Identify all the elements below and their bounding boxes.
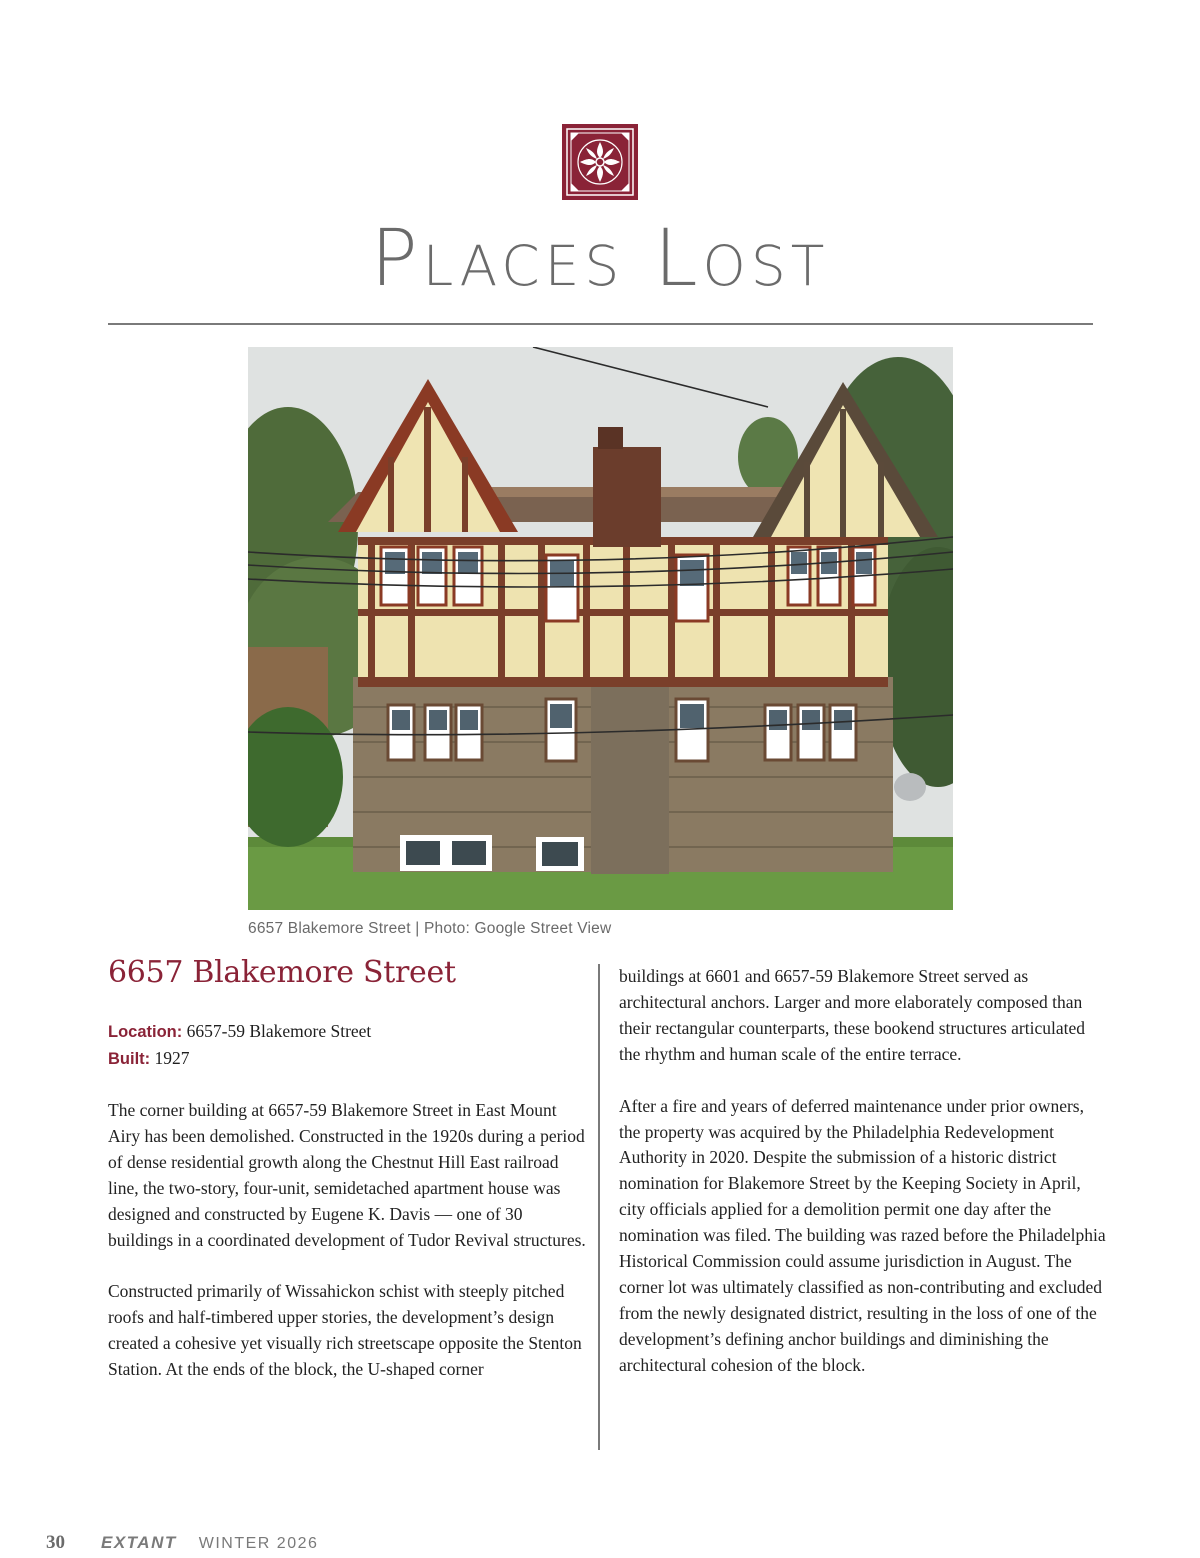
issue-label: WINTER 2026 [198,1535,319,1552]
photo-caption: 6657 Blakemore Street | Photo: Google Street View [248,920,612,937]
body-paragraph: buildings at 6601 and 6657-59 Blakemore Street served as architectural anchors. Larger and more elaborately composed than their rectangular counterparts, these bookend structures articulated the rhythm and human scale of the entire terrace. [619,966,1085,1064]
built-label: Built: [108,1050,151,1068]
column-divider [598,964,600,1450]
location-line [108,1018,586,1045]
article-left-column [108,950,586,1383]
article-headline: 6657 Blakemore Street [108,955,456,990]
article-metadata [108,1018,586,1072]
location-value: 6657-59 Blakemore Street [182,1021,372,1041]
page-footer [46,1532,318,1554]
built-value: 1927 [150,1048,190,1068]
body-paragraph: After a fire and years of deferred maintenance under prior owners, the property was acquired by the Philadelphia Redevelopment Authority in 2020. Despite the submission of a historic district nomination for Blakemore Street by the Keeping Society in April, city officials applied for a demolition permit one day after the nomination was filed. The building was razed before the Philadelphia Historical Commission could assume jurisdiction in August. The corner lot was ultimately classified as non-contributing and excluded from the newly designated district, resulting in the loss of one of the development’s defining anchor buildings and diminishing the architectural cohesion of the block. [619,1095,1106,1375]
body-paragraph: The corner building at 6657-59 Blakemore Street in East Mount Airy has been demolished. Constructed in the 1920s during a period of dense residential growth along the Chestnut Hill East railroad line, the two-story, four-unit, semidetached apartment house was designed and constructed by Eugene K. Davis — one of 30 buildings in a coordinated development of Tudor Revival structures. [108,1100,586,1250]
body-paragraph: Constructed primarily of Wissahickon schist with steeply pitched roofs and half-timbered upper stories, the development’s design created a cohesive yet visually rich streetscape opposite the Stenton Station. At the ends of the block, the U-shaped corner [108,1281,582,1380]
building-photo [248,347,953,910]
page-number: 30 [46,1532,65,1553]
section-title: Places Lost [370,214,830,304]
article-right-column [619,964,1109,1379]
publication-name: EXTANT [101,1533,177,1552]
ornamental-tile-icon [562,124,638,200]
built-line [108,1045,586,1072]
location-label: Location: [108,1023,183,1041]
title-divider [108,323,1093,325]
